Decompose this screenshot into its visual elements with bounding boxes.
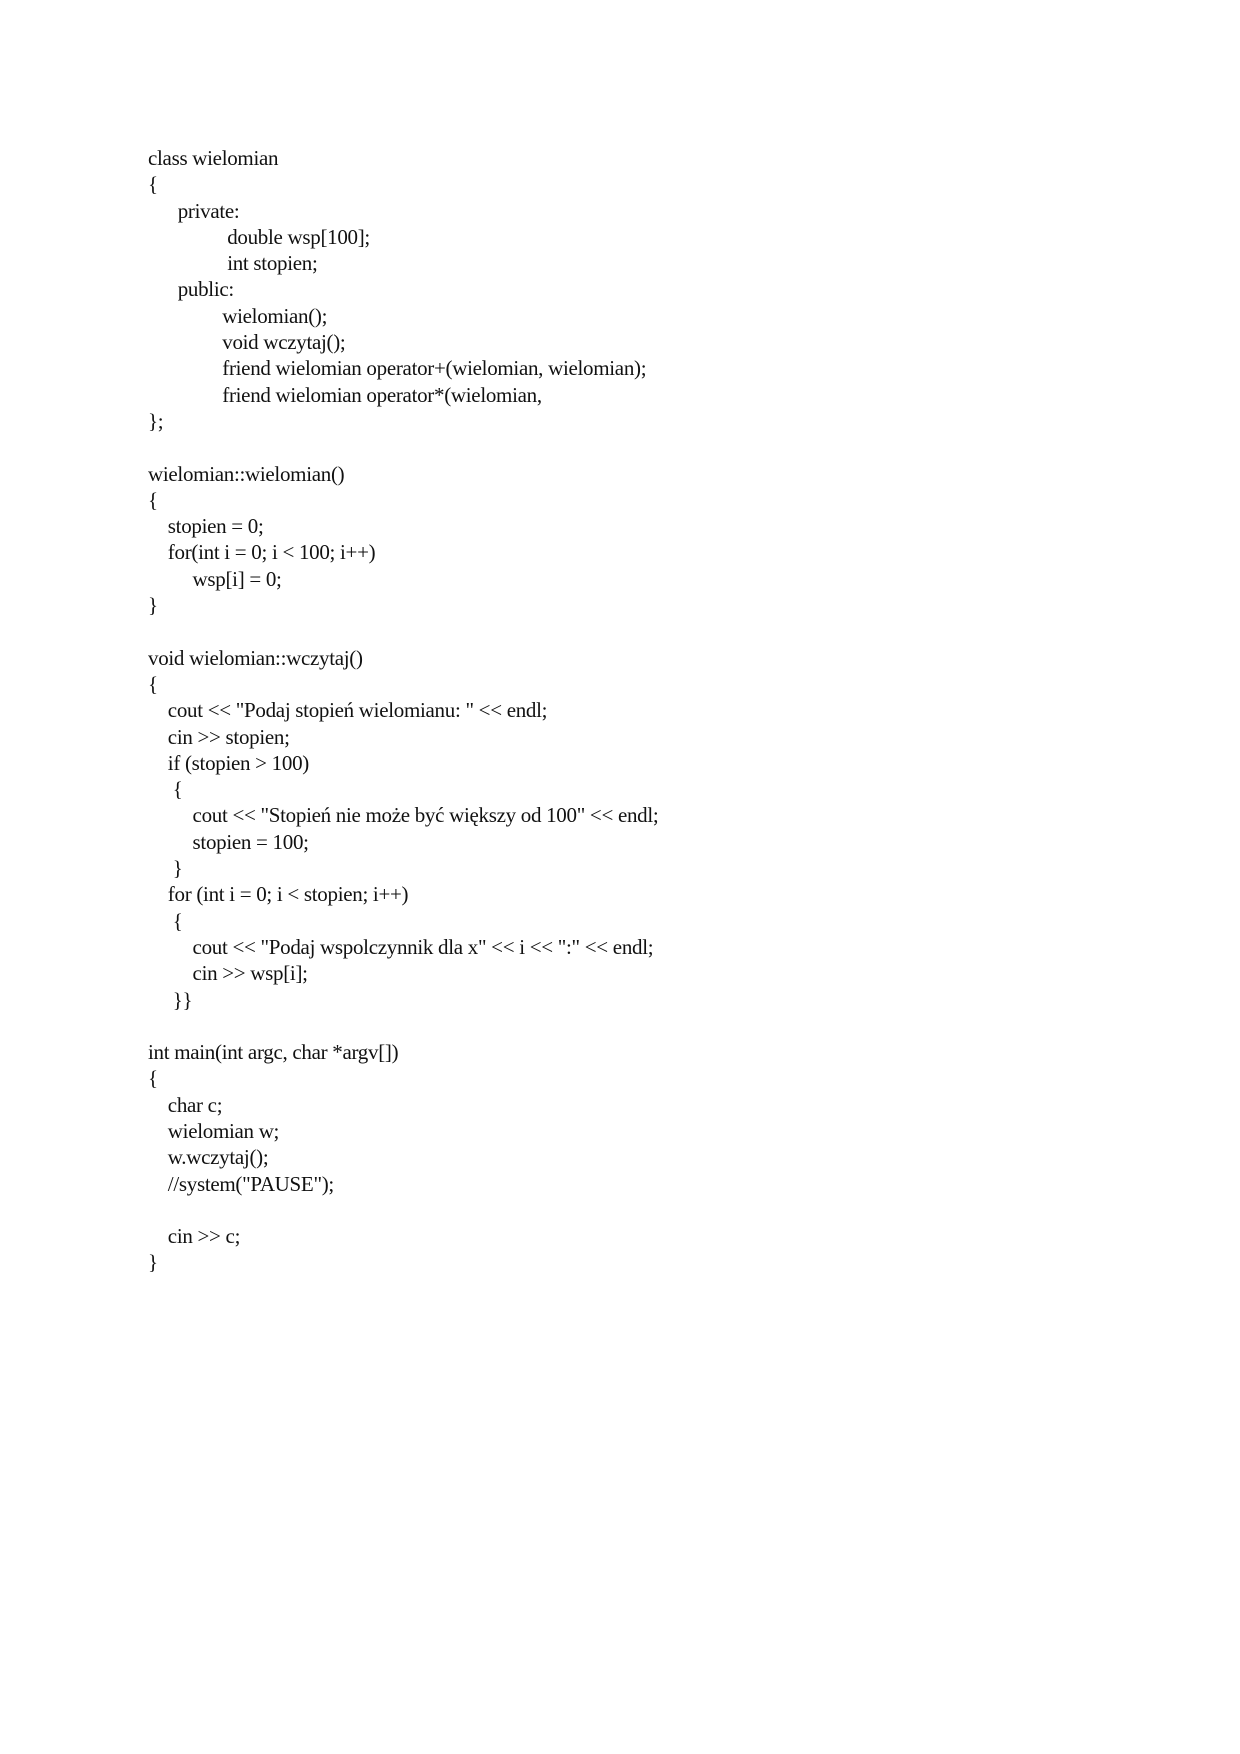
code-line: stopien = 0; — [148, 514, 264, 539]
code-line: cin >> c; — [148, 1224, 241, 1249]
code-line — [148, 1013, 1048, 1039]
code-line: friend wielomian operator+(wielomian, wielomian); — [148, 356, 647, 381]
code-line: for (int i = 0; i < stopien; i++) — [148, 882, 409, 907]
code-line: cin >> wsp[i]; — [148, 961, 308, 986]
code-line: { — [148, 1066, 158, 1091]
code-line: for(int i = 0; i < 100; i++) — [148, 540, 376, 565]
code-line — [148, 434, 1048, 460]
code-line: cin >> stopien; — [148, 724, 290, 749]
code-line: int stopien; — [148, 251, 318, 276]
code-line: private: — [148, 198, 240, 223]
code-line: } — [148, 856, 183, 881]
code-line: double wsp[100]; — [148, 224, 370, 249]
code-line: int main(int argc, char *argv[]) — [148, 1040, 399, 1065]
code-line: wsp[i] = 0; — [148, 566, 282, 591]
code-line: cout << "Stopień nie może być większy od 100" << endl; — [148, 803, 659, 828]
code-line: { — [148, 671, 158, 696]
code-line: class wielomian — [148, 146, 279, 170]
code-line: }} — [148, 987, 193, 1012]
code-line: friend wielomian operator*(wielomian, — [148, 382, 542, 407]
code-line: wielomian::wielomian() — [148, 461, 345, 486]
code-line: stopien = 100; — [148, 829, 309, 854]
code-line: cout << "Podaj stopień wielomianu: " << endl; — [148, 698, 548, 723]
code-line: } — [148, 1250, 158, 1275]
code-line: char c; — [148, 1092, 223, 1117]
code-line: void wczytaj(); — [148, 330, 346, 355]
code-listing — [148, 145, 1048, 1276]
code-line: //system("PAUSE"); — [148, 1171, 334, 1196]
code-line: w.wczytaj(); — [148, 1145, 269, 1170]
code-line: wielomian w; — [148, 1118, 280, 1143]
code-line: wielomian(); — [148, 303, 328, 328]
code-line: { — [148, 487, 158, 512]
code-line: void wielomian::wczytaj() — [148, 645, 363, 670]
code-line: public: — [148, 277, 234, 302]
code-line — [148, 618, 1048, 644]
code-line: }; — [148, 408, 164, 433]
code-line: { — [148, 172, 158, 197]
code-line: if (stopien > 100) — [148, 750, 309, 775]
code-line: } — [148, 593, 158, 618]
code-line: { — [148, 777, 183, 802]
code-line — [148, 1197, 1048, 1223]
code-line: { — [148, 908, 183, 933]
code-line: cout << "Podaj wspolczynnik dla x" << i << ":" << endl; — [148, 934, 654, 959]
